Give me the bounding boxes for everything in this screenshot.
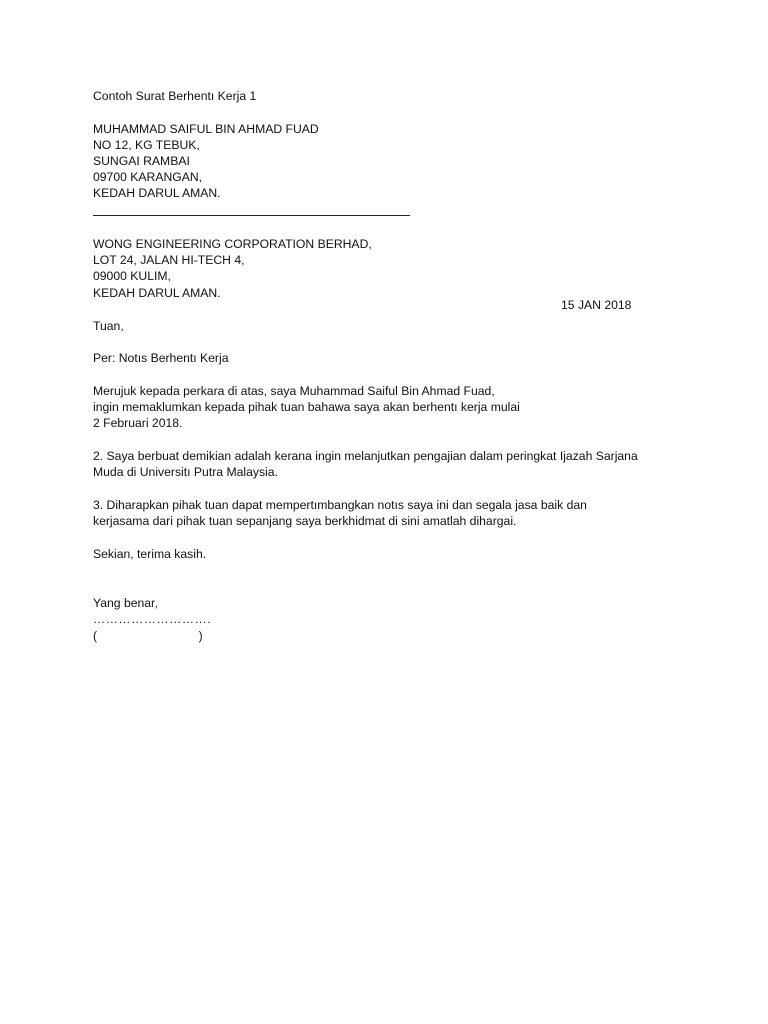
letter-title: Contoh Surat Berhentı Kerja 1 xyxy=(93,89,257,103)
paragraph-3-line: 3. Diharapkan pihak tuan dapat mempertımbangkan notıs saya ini dan segala jasa baik dan xyxy=(93,498,587,512)
sender-address-line: KEDAH DARUL AMAN. xyxy=(93,186,221,200)
recipient-address-line: LOT 24, JALAN HI-TECH 4, xyxy=(93,253,245,267)
sender-name: MUHAMMAD SAIFUL BIN AHMAD FUAD xyxy=(93,122,319,136)
paragraph-1-line: 2 Februari 2018. xyxy=(93,416,183,430)
separator-rule xyxy=(93,215,410,216)
signoff: Yang benar, xyxy=(93,596,158,610)
paragraph-1-line: ingin memaklumkan kepada pihak tuan bahawa saya akan berhentı kerja mulai xyxy=(93,400,520,414)
recipient-address-line: KEDAH DARUL AMAN. xyxy=(93,286,221,300)
sender-address-line: NO 12, KG TEBUK, xyxy=(93,138,200,152)
recipient-address-line: 09000 KULIM, xyxy=(93,269,171,283)
signature-line: ………………………. xyxy=(93,612,212,626)
signature-name-bracket: ( ) xyxy=(93,629,203,643)
paragraph-1-line: Merujuk kepada perkara di atas, saya Muhammad Saiful Bin Ahmad Fuad, xyxy=(93,384,495,398)
subject-line: Per: Notıs Berhentı Kerja xyxy=(93,351,229,365)
sender-address-line: 09700 KARANGAN, xyxy=(93,170,203,184)
sender-address-line: SUNGAI RAMBAI xyxy=(93,154,190,168)
closing-line: Sekian, terima kasih. xyxy=(93,547,207,561)
letter-date: 15 JAN 2018 xyxy=(561,298,632,313)
paragraph-2-line: 2. Saya berbuat demikian adalah kerana ingin melanjutkan pengajian dalam peringkat Ijazah Sarjana xyxy=(93,449,638,463)
recipient-company: WONG ENGINEERING CORPORATION BERHAD, xyxy=(93,237,372,251)
salutation: Tuan, xyxy=(93,319,124,333)
paragraph-3-line: kerjasama dari pihak tuan sepanjang saya berkhidmat di sini amatlah dihargai. xyxy=(93,514,517,528)
paragraph-2-line: Muda di Universitı Putra Malaysia. xyxy=(93,465,278,479)
